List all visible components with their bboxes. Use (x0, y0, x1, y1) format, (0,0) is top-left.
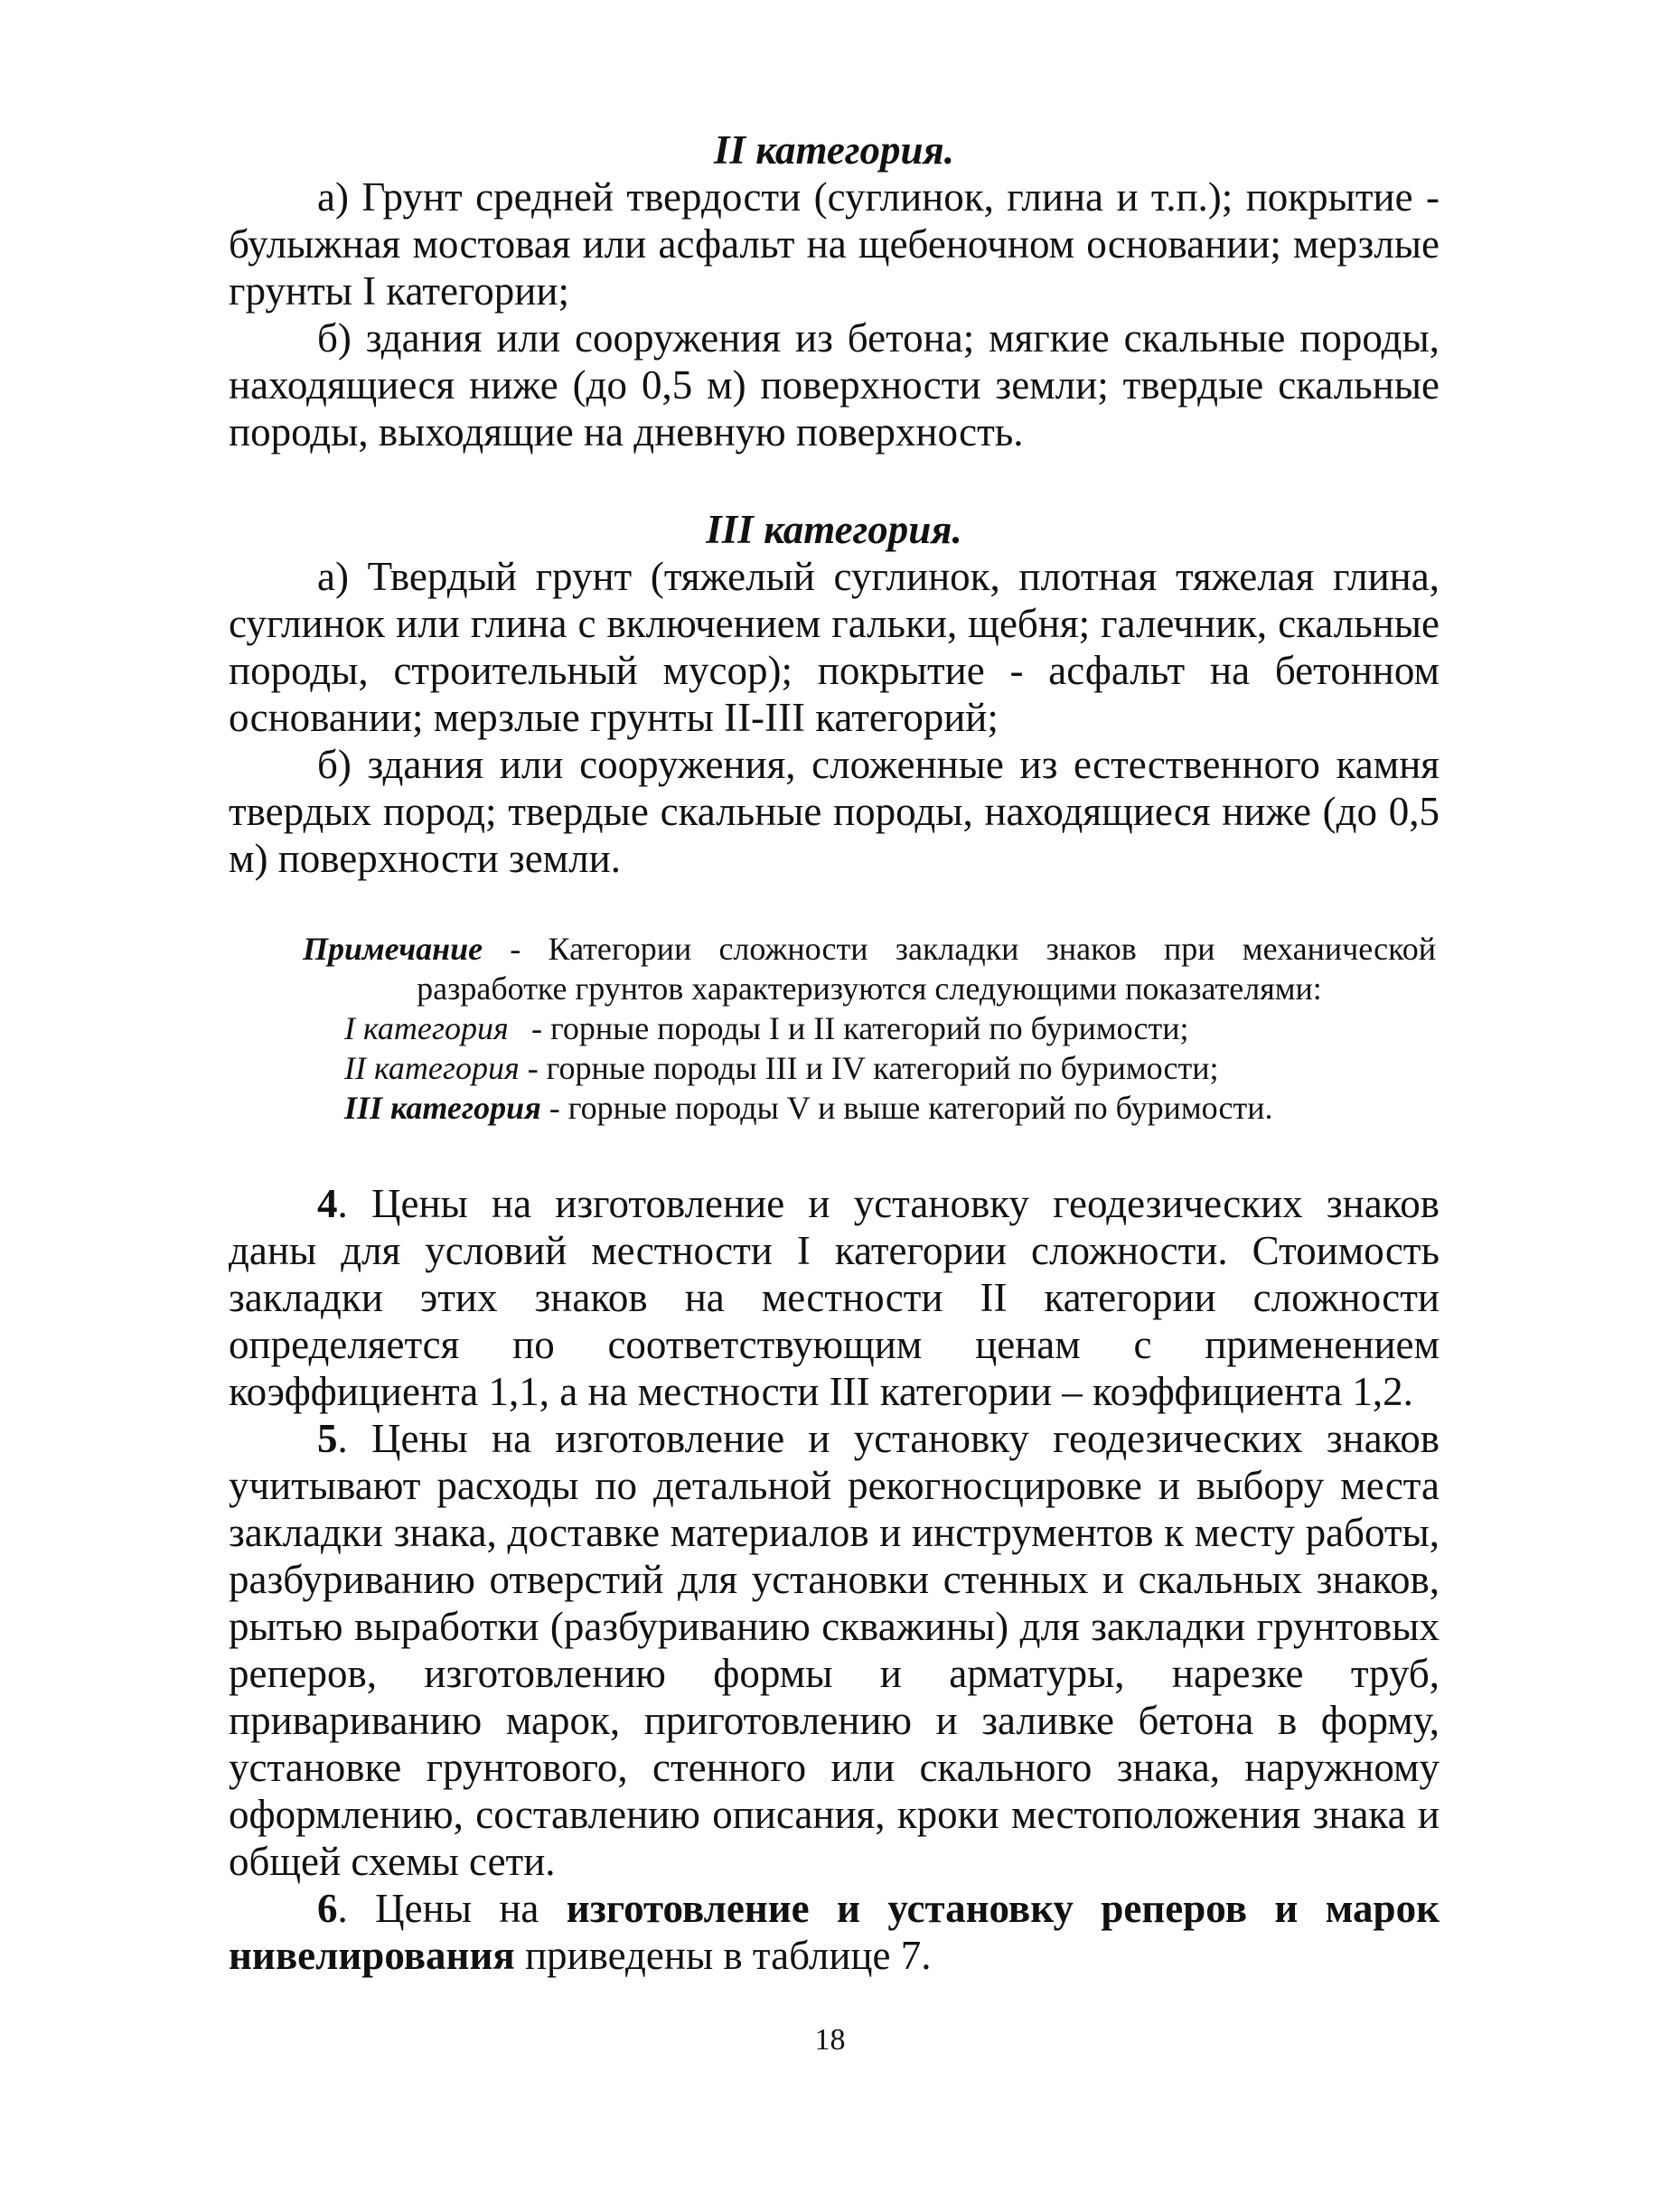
note-label: Примечание (303, 931, 483, 967)
category-ii-paragraph-b: б) здания или сооружения из бетона; мягкие скальные породы, находящиеся ниже (до 0,5 м) поверхности земли; твердые скальные породы, выходящие на дневную поверхность. (229, 315, 1440, 455)
note-intro-text: - Категории сложности закладки знаков при механической разработке грунтов характеризуются следующими показателями: (417, 931, 1436, 1007)
note-category-name: II категория (344, 1050, 520, 1086)
note-category-name: III категория (344, 1090, 541, 1126)
category-iii-paragraph-a: а) Твердый грунт (тяжелый суглинок, плотная тяжелая глина, суглинок или глина с включением гальки, щебня; галечник, скальные породы, строительный мусор); покрытие - асфальт на бетонном основании; мерзлые грунты II-III категорий; (229, 554, 1440, 740)
item-number: 6 (317, 1886, 338, 1931)
category-ii-paragraph-a: а) Грунт средней твердости (суглинок, глина и т.п.); покрытие - булыжная мостовая или асфальт на щебеночном основании; мерзлые грунты I категории; (229, 174, 1440, 314)
category-iii-paragraph-b: б) здания или сооружения, сложенные из естественного камня твердых пород; твердые скальные породы, находящиеся ниже (до 0,5 м) поверхности земли. (229, 742, 1440, 881)
item-number: 4 (317, 1181, 338, 1226)
category-iii-heading: III категория. (706, 507, 962, 552)
document-page (229, 127, 1440, 1979)
item-text-bold: изготовление и установку реперов и марок нивелирования (229, 1886, 1440, 1978)
note-category-text: - горные породы V и выше категорий по буримости. (540, 1090, 1273, 1126)
item-4-paragraph (229, 1180, 1440, 1415)
note-intro (303, 929, 1436, 1008)
note-row-category-3 (344, 1088, 1440, 1128)
note-block (303, 929, 1440, 1128)
numbered-items (229, 1180, 1440, 1979)
item-text-before: . Цены на (337, 1886, 567, 1931)
note-category-text: - горные породы I и II категорий по буримости; (523, 1010, 1189, 1046)
section-category-iii (229, 506, 1440, 882)
item-text-after: приведены в таблице 7. (514, 1933, 932, 1978)
item-number: 5 (317, 1416, 338, 1461)
category-ii-heading: II категория. (714, 127, 954, 173)
note-row-category-1 (344, 1008, 1440, 1048)
note-category-text: - горные породы III и IV категорий по буримости; (519, 1050, 1219, 1086)
item-text: . Цены на изготовление и установку геодезических знаков даны для условий местности I категории сложности. Стоимость закладки этих знаков на местности II категории сложности определяется по соответствующим ценам с применением коэффициента 1,1, а на местности III категории – коэффициента 1,2. (229, 1181, 1440, 1414)
item-6-paragraph (229, 1885, 1440, 1979)
item-text: . Цены на изготовление и установку геодезических знаков учитывают расходы по детальной рекогносцировке и выбору места закладки знака, доставке материалов и инструментов к месту работы, разбуриванию отверстий для установки стенных и скальных знаков, рытью выработки (разбуриванию скважины) для закладки грунтовых реперов, изготовлению формы и арматуры, нарезке труб, привариванию марок, приготовлению и заливке бетона в форму, установке грунтового, стенного или скального знака, наружному оформлению, составлению описания, кроки местоположения знака и общей схемы сети. (229, 1416, 1440, 1884)
note-row-category-2 (344, 1048, 1440, 1088)
page-number: 18 (814, 2023, 846, 2057)
section-category-ii (229, 127, 1440, 455)
item-5-paragraph (229, 1415, 1440, 1885)
note-category-name: I категория (344, 1010, 509, 1046)
